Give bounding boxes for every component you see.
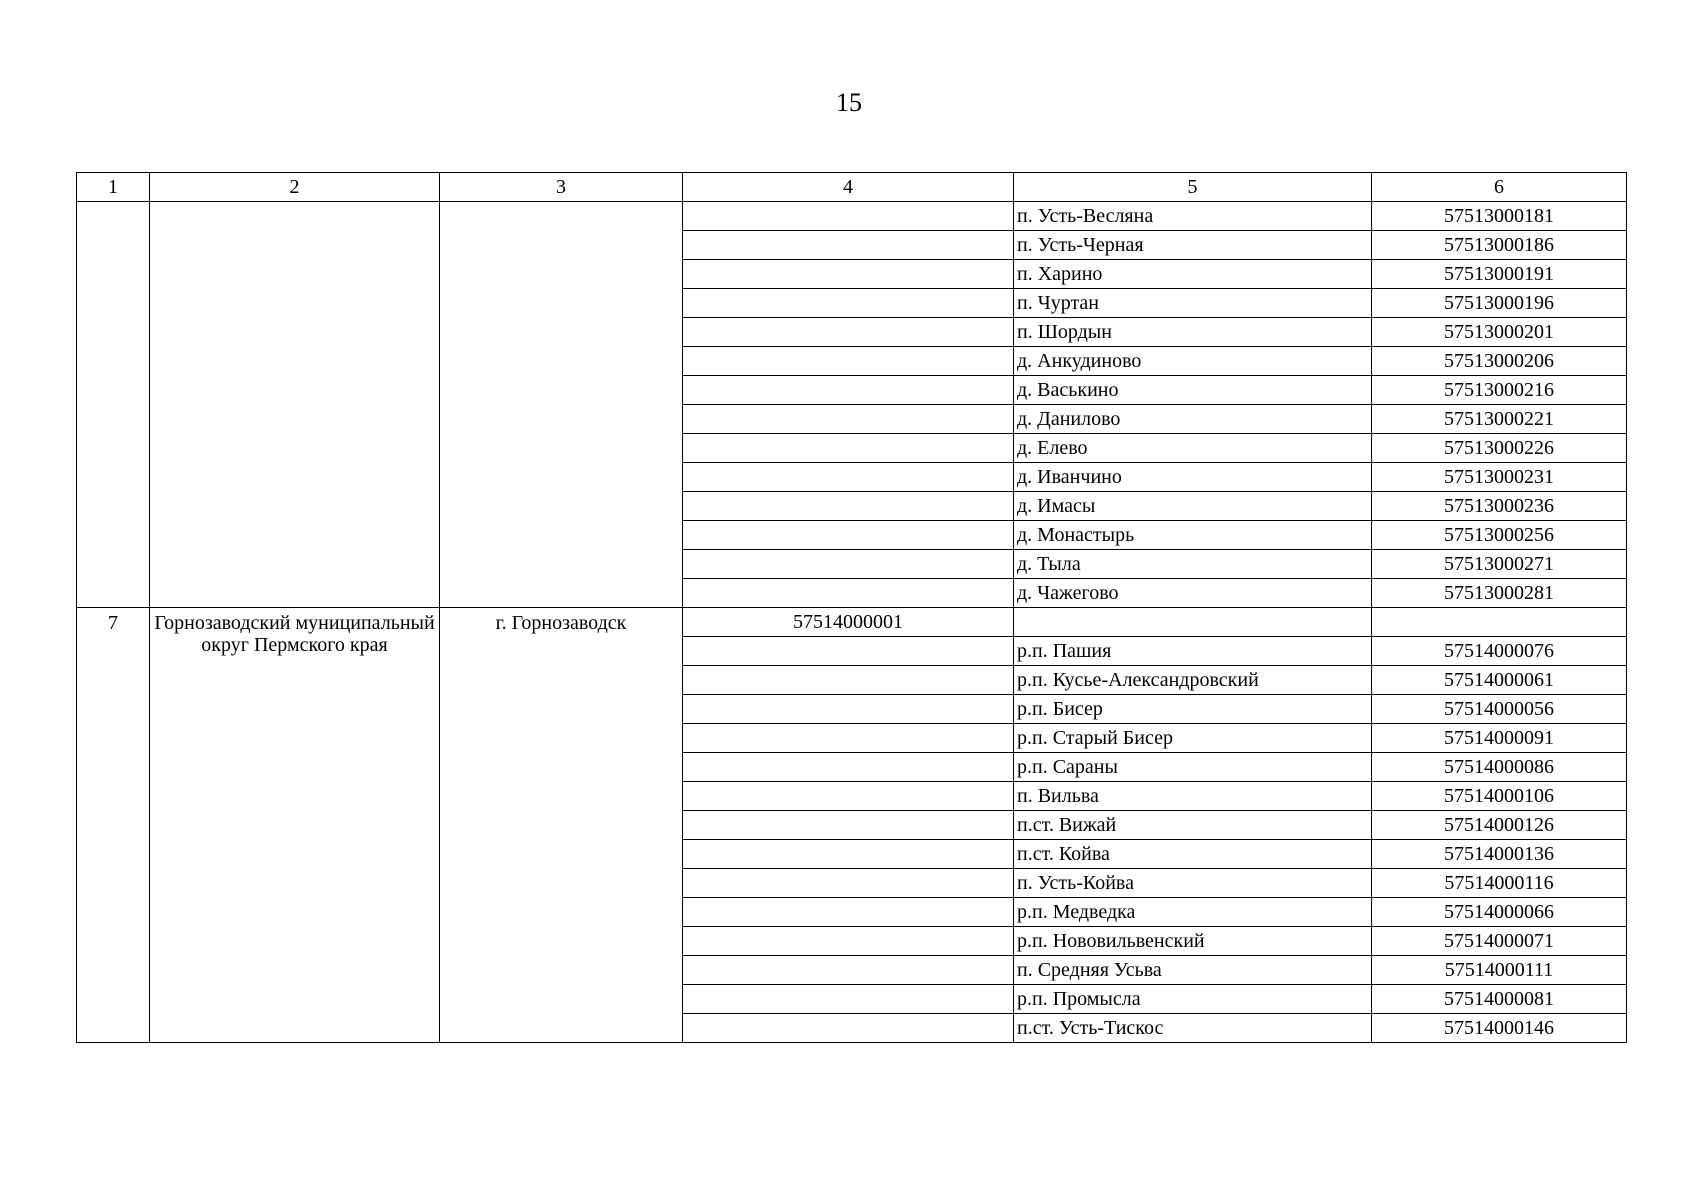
settlement-code-cell: 57514000106 — [1372, 782, 1627, 811]
center-code-cell — [683, 927, 1014, 956]
settlement-cell: р.п. Сараны — [1014, 753, 1372, 782]
center-code-cell — [683, 434, 1014, 463]
center-code-cell — [683, 724, 1014, 753]
settlement-code-cell: 57513000221 — [1372, 405, 1627, 434]
header-cell-2: 2 — [150, 173, 440, 202]
center-code-cell — [683, 782, 1014, 811]
settlement-code-cell: 57514000146 — [1372, 1014, 1627, 1043]
settlement-cell: п. Вильва — [1014, 782, 1372, 811]
settlement-cell: р.п. Бисер — [1014, 695, 1372, 724]
header-cell-5: 5 — [1014, 173, 1372, 202]
settlement-code-cell: 57513000226 — [1372, 434, 1627, 463]
center-code-cell — [683, 753, 1014, 782]
center-code-cell — [683, 695, 1014, 724]
center-code-cell — [683, 463, 1014, 492]
settlement-cell: д. Чажегово — [1014, 579, 1372, 608]
municipality-cell: Горнозаводский муниципальный округ Пермского края — [150, 608, 440, 1043]
settlement-cell: д. Данилово — [1014, 405, 1372, 434]
center-cell: г. Горнозаводск — [440, 608, 683, 1043]
settlement-cell: д. Иванчино — [1014, 463, 1372, 492]
settlement-cell: д. Монастырь — [1014, 521, 1372, 550]
settlement-cell: п. Чуртан — [1014, 289, 1372, 318]
settlement-cell: п. Усть-Весляна — [1014, 202, 1372, 231]
center-cell — [440, 202, 683, 608]
center-code-cell — [683, 318, 1014, 347]
settlement-cell: п. Средняя Усьва — [1014, 956, 1372, 985]
center-code-cell — [683, 260, 1014, 289]
settlement-cell: р.п. Медведка — [1014, 898, 1372, 927]
center-code-cell — [683, 521, 1014, 550]
header-cell-3: 3 — [440, 173, 683, 202]
settlement-cell: р.п. Кусье-Александровский — [1014, 666, 1372, 695]
settlement-code-cell: 57513000271 — [1372, 550, 1627, 579]
table-row — [77, 608, 1627, 637]
center-code-cell — [683, 956, 1014, 985]
settlement-cell: р.п. Старый Бисер — [1014, 724, 1372, 753]
settlement-code-cell: 57513000201 — [1372, 318, 1627, 347]
header-cell-6: 6 — [1372, 173, 1627, 202]
settlement-code-cell: 57513000206 — [1372, 347, 1627, 376]
center-code-cell — [683, 405, 1014, 434]
header-cell-4: 4 — [683, 173, 1014, 202]
settlement-code-cell: 57514000061 — [1372, 666, 1627, 695]
settlement-code-cell: 57514000091 — [1372, 724, 1627, 753]
settlement-cell: д. Анкудиново — [1014, 347, 1372, 376]
settlement-code-cell: 57514000081 — [1372, 985, 1627, 1014]
settlement-cell — [1014, 608, 1372, 637]
center-code-cell — [683, 811, 1014, 840]
settlement-code-cell: 57513000196 — [1372, 289, 1627, 318]
settlement-code-cell: 57513000281 — [1372, 579, 1627, 608]
settlement-cell: р.п. Нововильвенский — [1014, 927, 1372, 956]
center-code-cell — [683, 550, 1014, 579]
center-code-cell — [683, 579, 1014, 608]
settlement-cell: д. Имасы — [1014, 492, 1372, 521]
center-code-cell — [683, 202, 1014, 231]
settlement-cell: д. Тыла — [1014, 550, 1372, 579]
number-cell — [77, 202, 150, 608]
settlement-code-cell: 57514000136 — [1372, 840, 1627, 869]
center-code-cell: 57514000001 — [683, 608, 1014, 637]
settlement-cell: п.ст. Вижай — [1014, 811, 1372, 840]
table-body — [77, 173, 1627, 1043]
settlement-cell: п. Шордын — [1014, 318, 1372, 347]
settlement-code-cell: 57513000231 — [1372, 463, 1627, 492]
settlement-code-cell: 57513000256 — [1372, 521, 1627, 550]
settlement-code-cell: 57513000191 — [1372, 260, 1627, 289]
settlement-code-cell: 57513000216 — [1372, 376, 1627, 405]
settlement-cell: р.п. Промысла — [1014, 985, 1372, 1014]
settlement-code-cell: 57514000086 — [1372, 753, 1627, 782]
center-code-cell — [683, 840, 1014, 869]
center-code-cell — [683, 898, 1014, 927]
center-code-cell — [683, 347, 1014, 376]
settlement-cell: п. Усть-Койва — [1014, 869, 1372, 898]
settlement-code-cell: 57514000126 — [1372, 811, 1627, 840]
center-code-cell — [683, 869, 1014, 898]
settlement-code-cell: 57514000071 — [1372, 927, 1627, 956]
center-code-cell — [683, 231, 1014, 260]
center-code-cell — [683, 1014, 1014, 1043]
settlement-code-cell — [1372, 608, 1627, 637]
center-code-cell — [683, 492, 1014, 521]
settlement-cell: п.ст. Койва — [1014, 840, 1372, 869]
number-cell: 7 — [77, 608, 150, 1043]
settlement-cell: п. Усть-Черная — [1014, 231, 1372, 260]
settlement-cell: п.ст. Усть-Тискос — [1014, 1014, 1372, 1043]
header-row — [77, 173, 1627, 202]
settlement-code-cell: 57514000076 — [1372, 637, 1627, 666]
center-code-cell — [683, 637, 1014, 666]
settlement-code-cell: 57514000111 — [1372, 956, 1627, 985]
center-code-cell — [683, 289, 1014, 318]
municipality-cell — [150, 202, 440, 608]
settlement-cell: д. Елево — [1014, 434, 1372, 463]
settlement-code-cell: 57513000181 — [1372, 202, 1627, 231]
settlement-code-cell: 57513000186 — [1372, 231, 1627, 260]
settlement-code-cell: 57514000116 — [1372, 869, 1627, 898]
settlement-cell: д. Васькино — [1014, 376, 1372, 405]
settlement-cell: р.п. Пашия — [1014, 637, 1372, 666]
settlements-table — [76, 172, 1627, 1043]
center-code-cell — [683, 985, 1014, 1014]
center-code-cell — [683, 376, 1014, 405]
settlement-code-cell: 57514000066 — [1372, 898, 1627, 927]
settlement-cell: п. Харино — [1014, 260, 1372, 289]
settlement-code-cell: 57514000056 — [1372, 695, 1627, 724]
header-cell-1: 1 — [77, 173, 150, 202]
page-number: 15 — [836, 88, 862, 117]
settlement-code-cell: 57513000236 — [1372, 492, 1627, 521]
center-code-cell — [683, 666, 1014, 695]
table-row — [77, 202, 1627, 231]
